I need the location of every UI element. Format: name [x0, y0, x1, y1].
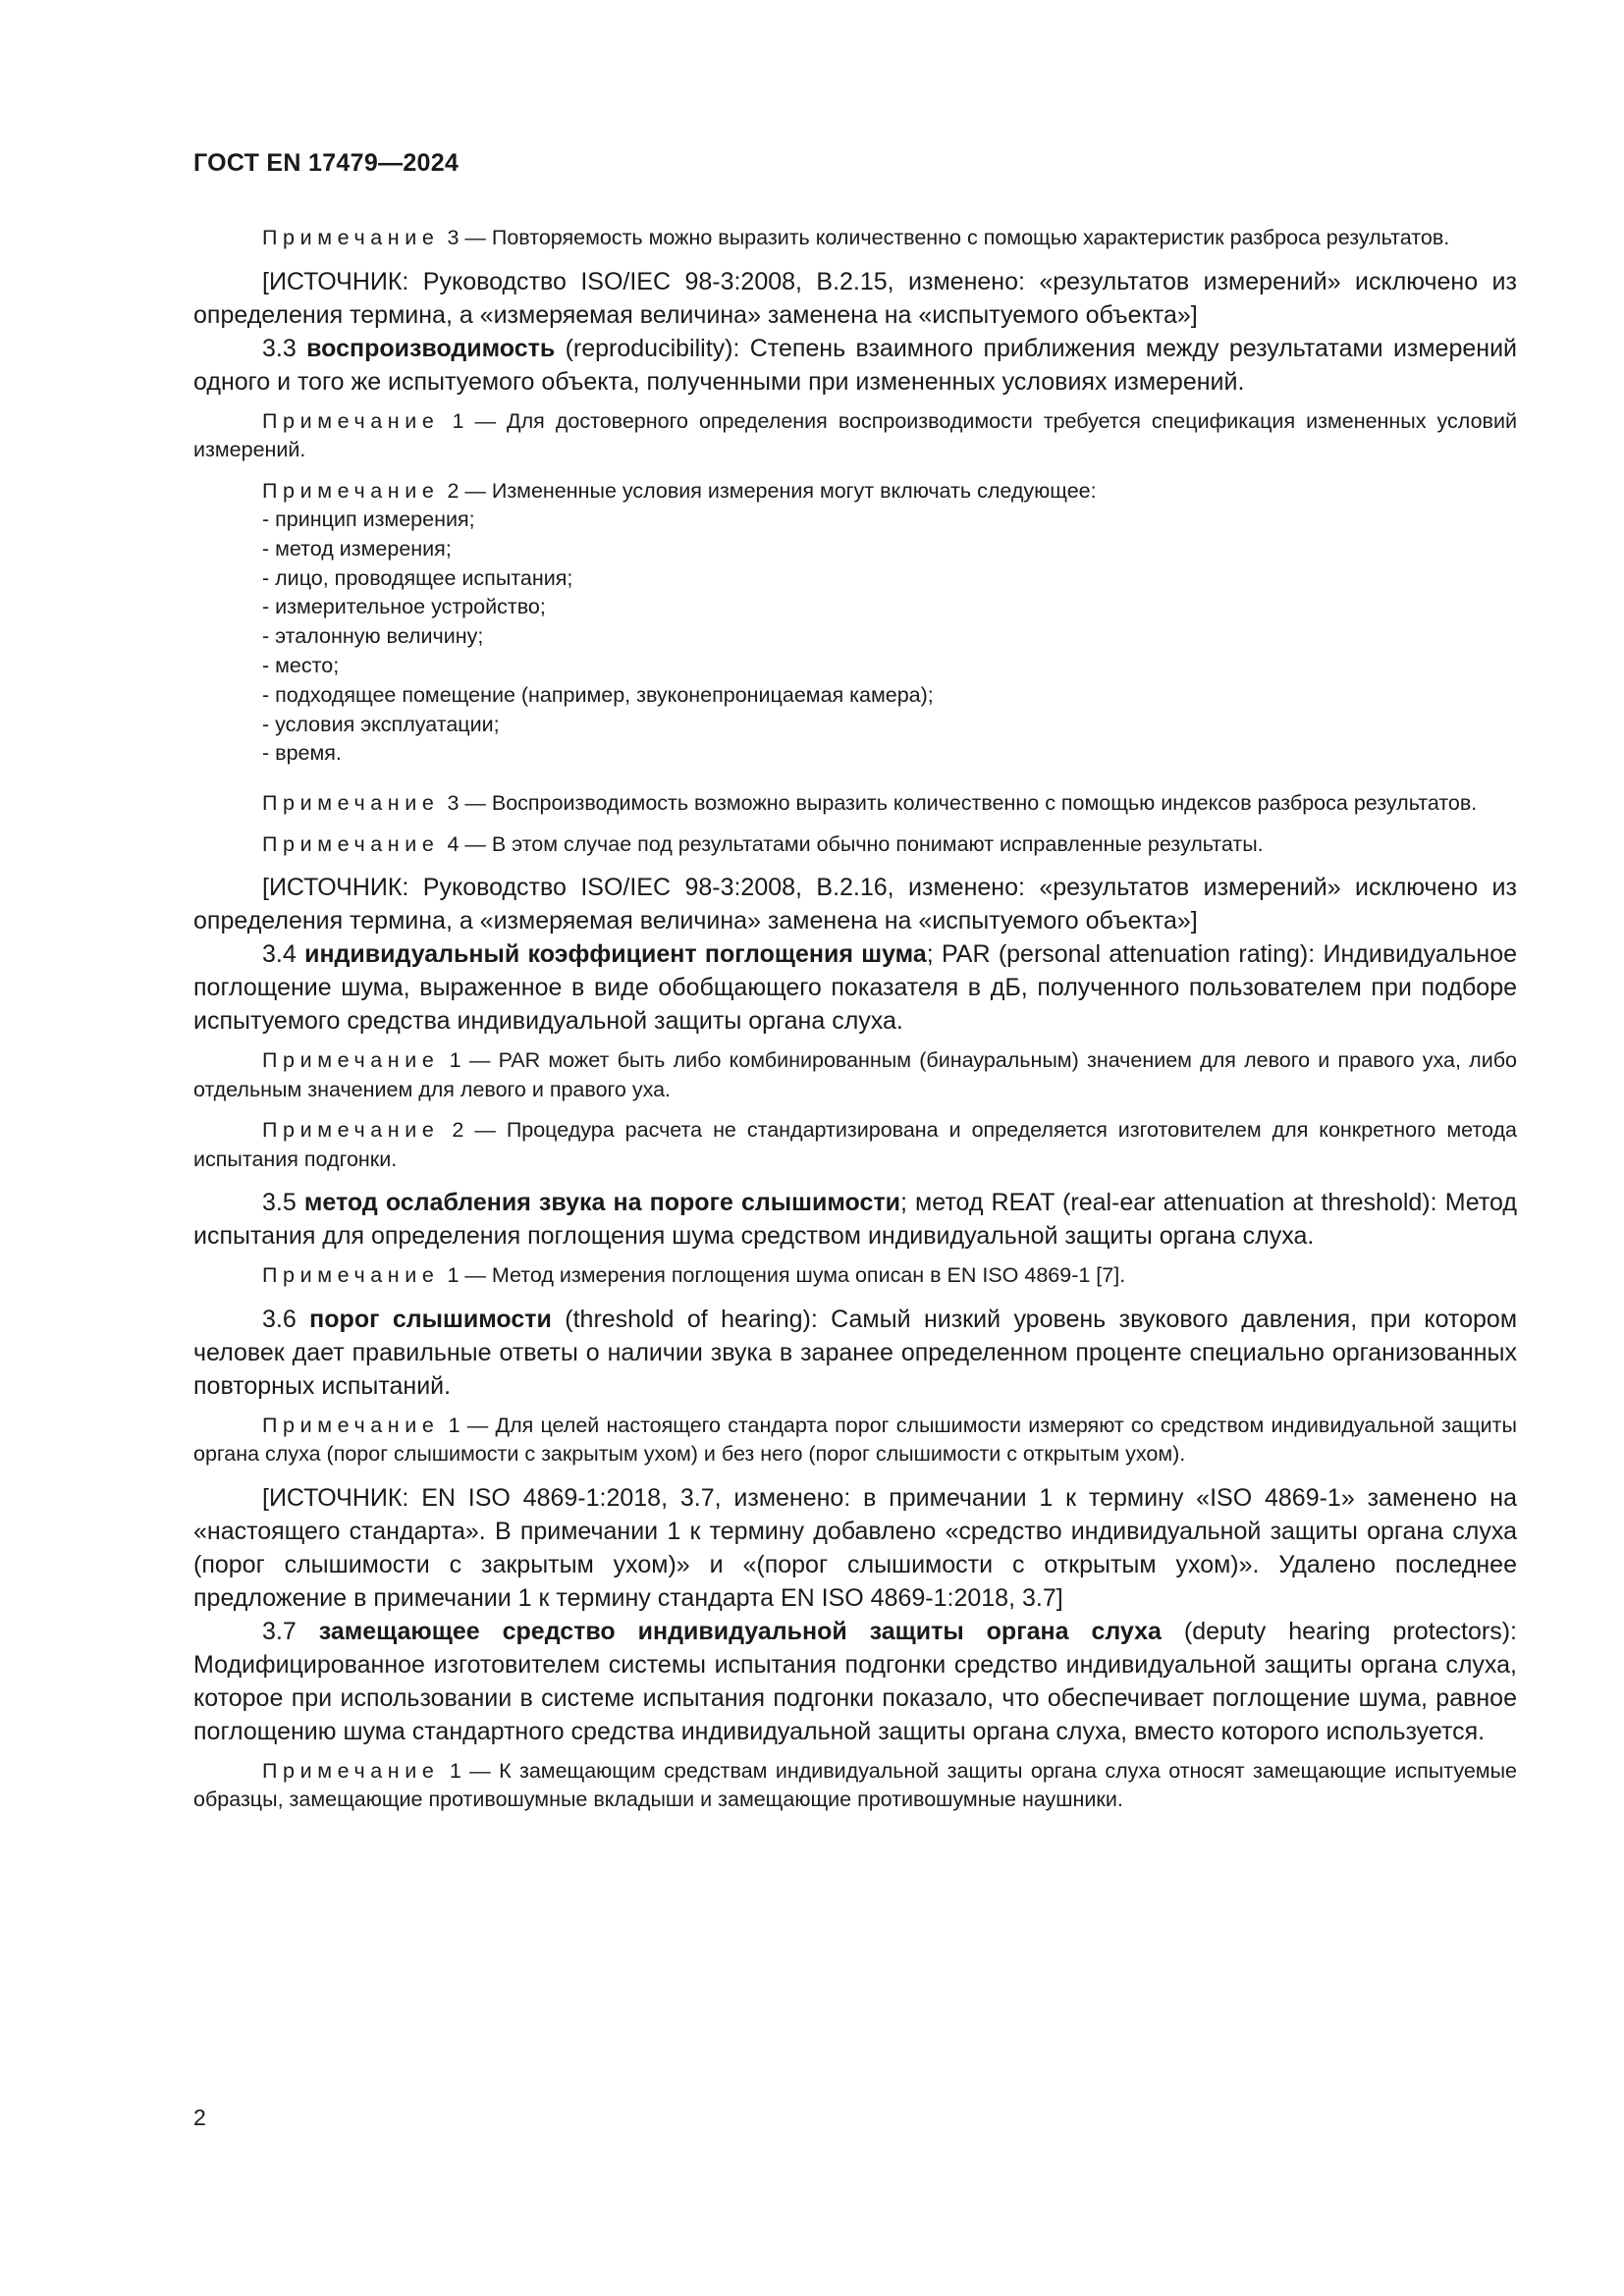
list-item: - место;	[262, 652, 1517, 681]
term-definition	[193, 1186, 1517, 1253]
term-number: 3.3	[262, 334, 297, 362]
term-text: (deputy hearing protectors): Модифицированное изготовителем системы испытания подгонки средство индивидуальной защиты органа слуха, которое при использовании в системе испытания подгонки показало, что обеспечивает поглощение шума, равное поглощению шума стандартного средства индивидуальной защиты органа слуха, вместо которого используется.	[193, 1617, 1517, 1745]
note-number: 2 —	[447, 478, 486, 503]
term-name: индивидуальный коэффициент поглощения шума	[304, 940, 927, 969]
note-label: Примечание	[262, 1758, 440, 1783]
note-text: PAR может быть либо комбинированным (бинауральным) значением для левого и правого уха, либо отдельным значением для левого и правого уха.	[193, 1048, 1517, 1101]
term-number: 3.4	[262, 940, 297, 969]
list-item: - эталонную величину;	[262, 622, 1517, 652]
term-name: воспроизводимость	[306, 334, 556, 362]
note	[193, 477, 1517, 507]
note	[193, 1261, 1517, 1291]
note-text: Для целей настоящего стандарта порог слышимости измеряют со средством индивидуальной защиты органа слуха (порог слышимости с закрытым ухом) и без него (порог слышимости с открытым ухом).	[193, 1413, 1517, 1467]
list-item: - принцип измерения;	[262, 506, 1517, 535]
list-item: - подходящее помещение (например, звуконепроницаемая камера);	[262, 681, 1517, 711]
source-reference: [ИСТОЧНИК: Руководство ISO/IEC 98-3:2008, B.2.15, изменено: «результатов измерений» исключено из определения термина, а «измеряемая величина» заменена на «испытуемого объекта»]	[193, 267, 1517, 329]
list-item: - лицо, проводящее испытания;	[262, 564, 1517, 594]
note-text: Воспроизводимость возможно выразить количественно с помощью индексов разброса результатов.	[491, 791, 1478, 816]
list-item: - метод измерения;	[262, 535, 1517, 564]
term-text: ; PAR (personal attenuation rating): Индивидуальное поглощение шума, выраженное в виде обобщающего показателя в дБ, полученного пользователем при подборе испытуемого средства индивидуальной защиты органа слуха.	[193, 940, 1517, 1036]
note-label: Примечание	[262, 791, 440, 816]
term-text: (threshold of hearing): Самый низкий уровень звукового давления, при котором человек дает правильные ответы о наличии звука в заранее определенном проценте специально организованных повторных испытаний.	[193, 1305, 1518, 1400]
note-label: Примечание	[262, 1263, 440, 1288]
note	[193, 224, 1517, 253]
source-reference: [ИСТОЧНИК: EN ISO 4869-1:2018, 3.7, изменено: в примечании 1 к термину «ISO 4869-1» заменено на «настоящего стандарта». В примечании 1 к термину добавлено «средство индивидуальной защиты органа слуха (порог слышимости с закрытым ухом)» и «(порог слышимости с открытым ухом)». Удалено последнее предложение в примечании 1 к термину стандарта EN ISO 4869-1:2018, 3.7]	[193, 1483, 1517, 1612]
source-reference: [ИСТОЧНИК: Руководство ISO/IEC 98-3:2008, B.2.16, изменено: «результатов измерений» исключено из определения термина, а «измеряемая величина» заменена на «испытуемого объекта»]	[193, 874, 1517, 935]
note	[193, 407, 1517, 465]
term-number: 3.5	[262, 1189, 297, 1217]
note-text: Метод измерения поглощения шума описан в EN ISO 4869-1 [7].	[491, 1263, 1126, 1288]
note-text: Повторяемость можно выразить количественно с помощью характеристик разброса результатов.	[491, 226, 1450, 249]
note-label: Примечание	[262, 831, 440, 856]
note-text: К замещающим средствам индивидуальной защиты органа слуха относят замещающие испытуемые образцы, замещающие противошумные вкладыши и замещающие противошумные наушники.	[193, 1758, 1517, 1812]
note-number: 1 —	[449, 1048, 491, 1073]
note-text: Процедура расчета не стандартизирована и определяется изготовителем для конкретного метода испытания подгонки.	[193, 1118, 1517, 1171]
page-header: ГОСТ EN 17479—2024	[193, 149, 460, 177]
note-label: Примечание	[262, 478, 440, 503]
note-label: Примечание	[262, 1118, 440, 1143]
note-text: Для достоверного определения воспроизводимости требуется спецификация измененных условий измерений.	[193, 408, 1517, 461]
term-name: метод ослабления звука на пороге слышимости	[303, 1189, 900, 1217]
term-number: 3.6	[262, 1305, 297, 1333]
term-definition	[193, 937, 1517, 1038]
note-number: 2 —	[452, 1118, 496, 1143]
list-item: - измерительное устройство;	[262, 593, 1517, 622]
note-number: 1 —	[447, 1263, 486, 1288]
note-number: 3 —	[447, 226, 486, 249]
conditions-list	[262, 506, 1517, 769]
note-label: Примечание	[262, 226, 440, 249]
note-number: 1 —	[448, 1413, 489, 1437]
note-label: Примечание	[262, 408, 440, 433]
page-content	[193, 224, 1517, 1827]
note-text: Измененные условия измерения могут включать следующее:	[491, 478, 1097, 503]
note	[193, 1046, 1517, 1104]
term-name: порог слышимости	[309, 1305, 552, 1333]
note	[193, 789, 1517, 819]
term-number: 3.7	[262, 1617, 297, 1645]
term-name: замещающее средство индивидуальной защиты органа слуха	[318, 1617, 1162, 1645]
page-number: 2	[193, 2105, 206, 2130]
note-number: 1 —	[449, 1758, 491, 1783]
term-definition	[193, 332, 1517, 399]
note-label: Примечание	[262, 1413, 440, 1437]
note-number: 3 —	[447, 791, 486, 816]
note	[193, 1412, 1517, 1469]
note-number: 4 —	[447, 831, 486, 856]
term-definition	[193, 1303, 1517, 1403]
note-text: В этом случае под результатами обычно понимают исправленные результаты.	[491, 831, 1264, 856]
term-text: ; метод REAT (real-ear attenuation at threshold): Метод испытания для определения поглощения шума средством индивидуальной защиты органа слуха.	[193, 1189, 1517, 1251]
note	[193, 830, 1517, 860]
note-number: 1 —	[452, 408, 496, 433]
note	[193, 1757, 1517, 1815]
note	[193, 1116, 1517, 1174]
term-definition	[193, 1615, 1517, 1748]
list-item: - условия эксплуатации;	[262, 711, 1517, 740]
note-label: Примечание	[262, 1048, 440, 1073]
term-text: (reproducibility): Степень взаимного приближения между результатами измерений одного и того же испытуемого объекта, полученными при измененных условиях измерений.	[193, 334, 1518, 396]
list-item: - время.	[262, 739, 1517, 769]
